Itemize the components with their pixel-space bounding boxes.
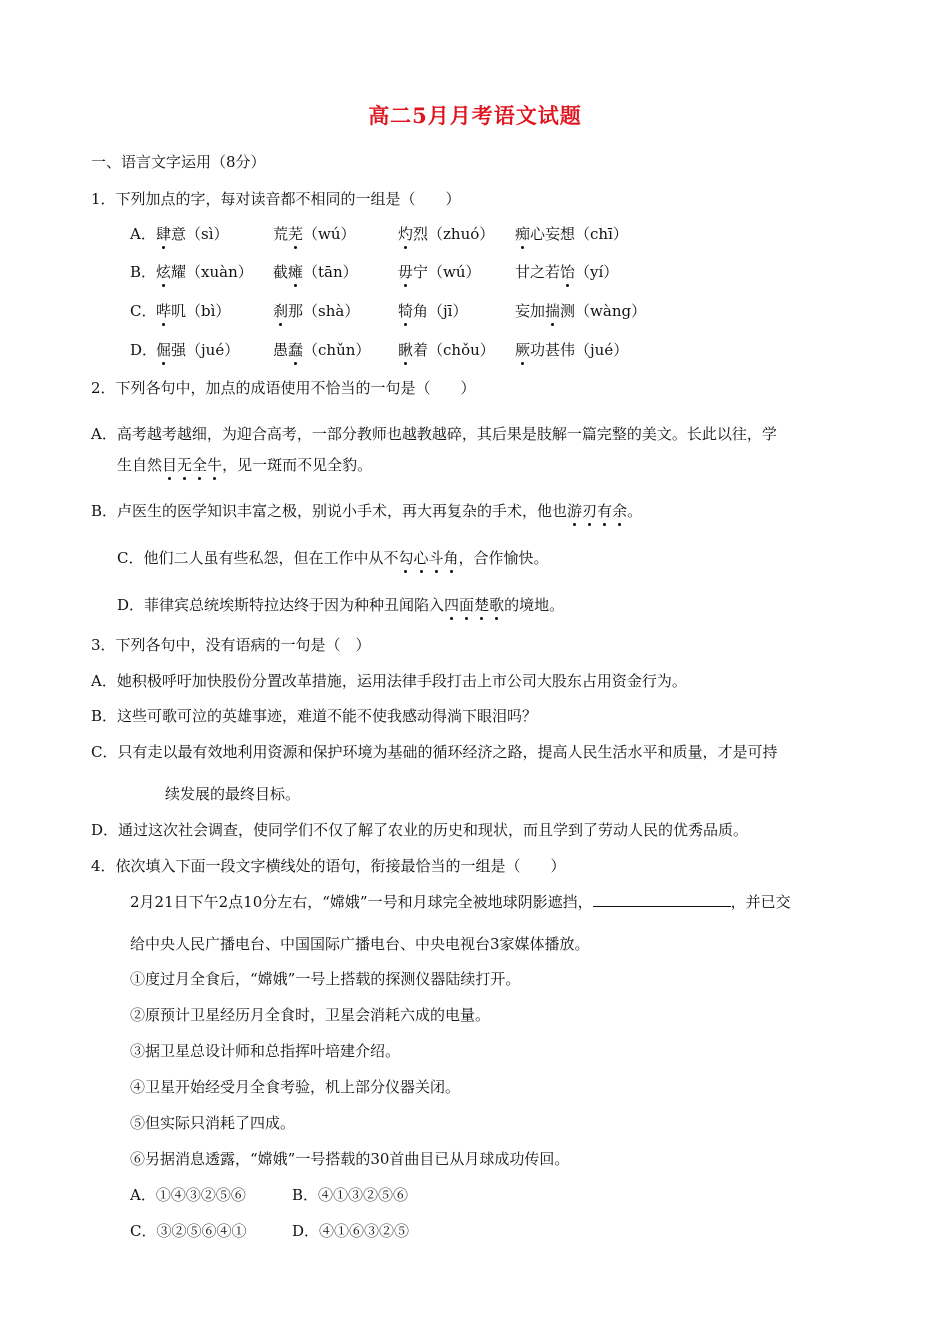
q4-option-c: C．③②⑤⑥④① bbox=[130, 1222, 247, 1240]
q1-option-word: 倔强（jué） bbox=[156, 341, 240, 359]
q2-option-c: C．他们二人虽有些私怨，但在工作中从不勾心斗角，合作愉快。 bbox=[117, 549, 549, 567]
dotted-char: 灼 bbox=[398, 225, 414, 243]
dotted-char: 痴 bbox=[515, 225, 531, 243]
q4-sentence-item: ②原预计卫星经历月全食时，卫星会消耗六成的电量。 bbox=[130, 1006, 491, 1024]
q1-option-word: 刹那（shà） bbox=[273, 302, 360, 320]
q1-option-word: 犄角（jī） bbox=[398, 302, 468, 320]
dotted-char: 目 bbox=[162, 456, 178, 474]
q4-option-d: D．④①⑥③②⑤ bbox=[292, 1222, 410, 1240]
q4-passage-line1: 2月21日下午2点10分左右，“嫦娥”一号和月球完全被地球阴影遮挡， ，并已交 bbox=[130, 893, 791, 911]
q3-option-c-line2: 续发展的最终目标。 bbox=[165, 785, 301, 803]
dotted-char: 勾 bbox=[398, 549, 414, 567]
q3-option-d: D．通过这次社会调查，使同学们不仅了解了农业的历史和现状，而且学到了劳动人民的优秀品质。 bbox=[91, 821, 749, 839]
dotted-char: 余 bbox=[612, 502, 628, 520]
q4-sentence-item: ⑤但实际只消耗了四成。 bbox=[130, 1114, 296, 1132]
page-title: 高二5月月考语文试题 bbox=[368, 103, 582, 128]
q3-option-a: A．她积极呼吁加快股份分置改革措施，运用法律手段打击上市公司大股东占用资金行为。 bbox=[91, 672, 687, 690]
q1-option-word: 厥功甚伟（jué） bbox=[515, 341, 629, 359]
dotted-char: 毋 bbox=[398, 263, 414, 281]
dotted-char: 有 bbox=[597, 502, 613, 520]
q4-passage-line2: 给中央人民广播电台、中国国际广播电台、中央电视台3家媒体播放。 bbox=[130, 935, 590, 953]
q1-option-word: 哔叽（bì） bbox=[156, 302, 231, 320]
dotted-char: 芜 bbox=[288, 225, 304, 243]
q1-option-label: A． bbox=[130, 225, 156, 243]
q2-option-d: D．菲律宾总统埃斯特拉达终于因为种种丑闻陷入四面楚歌的境地。 bbox=[117, 596, 565, 614]
q4-sentence-item: ⑥另据消息透露，“嫦娥”一号搭载的30首曲目已从月球成功传回。 bbox=[130, 1150, 570, 1168]
dotted-char: 犄 bbox=[398, 302, 414, 320]
q1-option-label: B． bbox=[130, 263, 157, 281]
q4-sentence-item: ④卫星开始经受月全食考验，机上部分仪器关闭。 bbox=[130, 1078, 461, 1096]
dotted-char: 厥 bbox=[515, 341, 531, 359]
dotted-char: 斗 bbox=[428, 549, 444, 567]
dotted-char: 刃 bbox=[582, 502, 598, 520]
dotted-char: 哔 bbox=[156, 302, 172, 320]
dotted-char: 心 bbox=[413, 549, 429, 567]
dotted-char: 四 bbox=[444, 596, 460, 614]
q1-option-label: D． bbox=[130, 341, 158, 359]
dotted-char: 瘫 bbox=[288, 263, 304, 281]
q1-option-word: 瞅着（chǒu） bbox=[398, 341, 495, 359]
q2-option-b: B．卢医生的医学知识丰富之极，别说小手术，再大再复杂的手术，他也游刃有余。 bbox=[91, 502, 643, 520]
q1-option-word: 毋宁（wú） bbox=[398, 263, 481, 281]
q1-option-word: 痴心妄想（chī） bbox=[515, 225, 628, 243]
dotted-char: 全 bbox=[192, 456, 208, 474]
q1-option-label: C． bbox=[130, 302, 157, 320]
dotted-char: 刹 bbox=[273, 302, 289, 320]
q1-option-word: 炫耀（xuàn） bbox=[156, 263, 253, 281]
q3-option-b: B．这些可歌可泣的英雄事迹，难道不能不使我感动得淌下眼泪吗？ bbox=[91, 707, 538, 725]
q1-option-word: 妄加揣测（wàng） bbox=[515, 302, 647, 320]
dotted-char: 饴 bbox=[560, 263, 576, 281]
q1-option-word: 荒芜（wú） bbox=[273, 225, 356, 243]
dotted-char: 角 bbox=[443, 549, 459, 567]
q2-option-a-line1: A．高考越考越细，为迎合高考，一部分教师也越教越碎，其后果是肢解一篇完整的美文。长此以往，学 bbox=[91, 425, 777, 443]
dotted-char: 肆 bbox=[156, 225, 172, 243]
section-heading: 一、语言文字运用（8分） bbox=[91, 153, 266, 171]
dotted-char: 楚 bbox=[474, 596, 490, 614]
q1-stem: 1．下列加点的字，每对读音都不相同的一组是（ ） bbox=[91, 190, 461, 208]
dotted-char: 无 bbox=[177, 456, 193, 474]
dotted-char: 牛 bbox=[207, 456, 223, 474]
dotted-char: 瞅 bbox=[398, 341, 414, 359]
q1-option-word: 截瘫（tān） bbox=[273, 263, 358, 281]
dotted-char: 歌 bbox=[489, 596, 505, 614]
dotted-char: 炫 bbox=[156, 263, 172, 281]
q3-stem: 3．下列各句中，没有语病的一句是（ ） bbox=[91, 636, 371, 654]
fill-blank[interactable] bbox=[593, 892, 731, 907]
q4-option-a: A．①④③②⑤⑥ bbox=[130, 1186, 246, 1204]
dotted-char: 揣 bbox=[545, 302, 561, 320]
q4-stem: 4．依次填入下面一段文字横线处的语句，衔接最恰当的一组是（ ） bbox=[91, 857, 566, 875]
q2-option-a-line2: 生自然目无全牛，见一斑而不见全豹。 bbox=[117, 456, 373, 474]
q4-sentence-item: ③据卫星总设计师和总指挥叶培建介绍。 bbox=[130, 1042, 401, 1060]
dotted-char: 倔 bbox=[156, 341, 172, 359]
q4-sentence-item: ①度过月全食后，“嫦娥”一号上搭载的探测仪器陆续打开。 bbox=[130, 970, 521, 988]
q4-option-b: B．④①③②⑤⑥ bbox=[292, 1186, 409, 1204]
q2-stem: 2．下列各句中，加点的成语使用不恰当的一句是（ ） bbox=[91, 379, 476, 397]
q1-option-word: 甘之若饴（yí） bbox=[515, 263, 619, 281]
q3-option-c-line1: C．只有走以最有效地利用资源和保护环境为基础的循环经济之路，提高人民生活水平和质量，才是可持 bbox=[91, 743, 778, 761]
q1-option-word: 愚蠢（chǔn） bbox=[273, 341, 371, 359]
dotted-char: 蠢 bbox=[288, 341, 304, 359]
q1-option-word: 肆意（sì） bbox=[156, 225, 229, 243]
q1-option-word: 灼烈（zhuó） bbox=[398, 225, 495, 243]
dotted-char: 面 bbox=[459, 596, 475, 614]
dotted-char: 游 bbox=[567, 502, 583, 520]
